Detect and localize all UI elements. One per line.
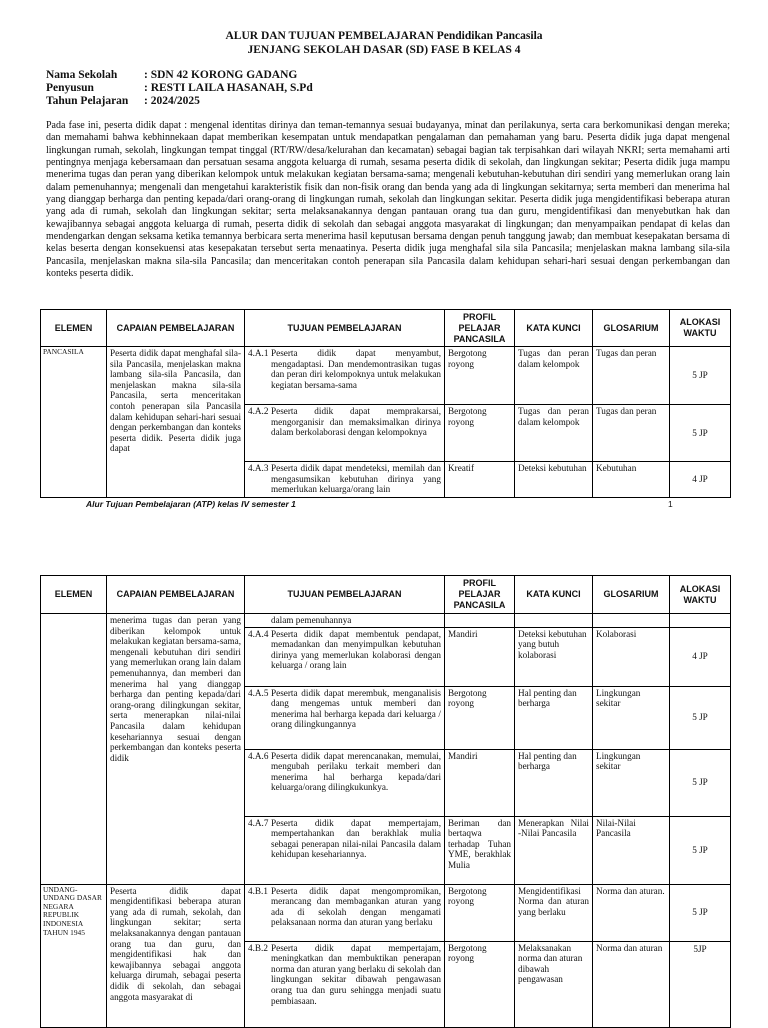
glosarium-cell: Lingkungan sekitar <box>593 686 670 749</box>
kata-kunci-cell: Deteksi kebutuhan <box>515 462 593 498</box>
kata-kunci-cell: Hal penting dan berharga <box>515 686 593 749</box>
header-glosarium: GLOSARIUM <box>593 576 670 614</box>
profil-cell: Kreatif <box>445 462 515 498</box>
document-page-1 <box>0 0 768 512</box>
cp-cell: menerima tugas dan peran yang diberikan kelompok untuk melakukan kegiatan bersama-sama, mengenali kebutuhan diri sendiri yang memerlukan orang lain dalam pemenuhannya, dan memberi dan menerima hal yang dianggap berharga dan penting kepada/dari orang-orang dilingkungan sekitar, serta menerapkan nilai-nilai Pancasila dalam kehidupan kesehariannya sesuai dengan perkembangan dan konteks peserta didik <box>107 614 245 885</box>
tp-cell: 4.A.4 Peserta didik dapat membentuk pendapat, memadankan dan menyimpulkan kebutuhan dirinya yang memerlukan kolaborasi dengan keluarga / orang lain <box>245 627 445 686</box>
table-row <box>41 614 731 628</box>
header-alokasi: ALOKASI WAKTU <box>670 576 731 614</box>
profil-cell: Bergotong royong <box>445 347 515 405</box>
glosarium-cell: Nilai-Nilai Pancasila <box>593 816 670 884</box>
tp-cell: 4.A.5 Peserta didik dapat merembuk, menganalisis dang mengemas untuk memberi dan menerima hal berharga kepada dari keluarga / orang dilingkungannya <box>245 686 445 749</box>
meta-school: Nama Sekolah : SDN 42 KORONG GADANG <box>46 69 298 81</box>
elemen-cell: PANCASILA <box>41 347 107 498</box>
header-elemen: ELEMEN <box>41 310 107 347</box>
kata-kunci-cell: Tugas dan peran dalam kelompok <box>515 347 593 405</box>
alokasi-cell: 4 JP <box>670 462 731 498</box>
alokasi-cell: 5 JP <box>670 347 731 405</box>
table-header-row <box>41 576 731 614</box>
meta-author: Penyusun : RESTI LAILA HASANAH, S.Pd <box>46 82 313 94</box>
tp-cell: 4.A.6 Peserta didik dapat merencanakan, memulai, mengubah perilaku terkait memberi dan menerima hal berharga kepada/dari keluarga/orang dilingkukunkya. <box>245 749 445 816</box>
alokasi-cell: 5 JP <box>670 405 731 462</box>
kata-kunci-cell: Menerapkan Nilai -Nilai Pancasila <box>515 816 593 884</box>
kata-kunci-cell: Hal penting dan berharga <box>515 749 593 816</box>
elemen-cell <box>41 614 107 885</box>
cp-cell: Peserta didik dapat mengidentifikasi beberapa aturan yang ada di rumah, sekolah, dan lingkungan sekitar; serta melaksanakannya dengan pantauan orang tua dan guru, dan mengidentifikasi hak dan kewajibannya sebagai anggota keluarga dirumah, sebagai peserta didik di sekolah, dan sebagai anggota masyarakat di <box>107 884 245 1027</box>
tp-cell: 4.B.1 Peserta didik dapat mengompromikan, merancang dan membagankan aturan yang ada di sekolah dengan mengamati pelaksanaan norma dan aturan yang berlaku <box>245 884 445 941</box>
meta-year: Tahun Pelajaran : 2024/2025 <box>46 95 200 107</box>
profil-cell: Beriman dan bertaqwa terhadap Tuhan YME, berakhlak Mulia <box>445 816 515 884</box>
alokasi-cell: 5 JP <box>670 686 731 749</box>
atp-table-page-2 <box>40 575 731 1028</box>
tp-cell: 4.A.1 Peserta didik dapat menyambut, mengadaptasi. Dan mendemontrasikan tugas dan peran diri kelompoknya untuk melakukan kegiatan bersama-sama <box>245 347 445 405</box>
page-gap <box>0 512 768 560</box>
alokasi-cell: 5 JP <box>670 884 731 941</box>
page-number: 1 <box>668 499 673 509</box>
tp-cell: 4.A.3 Peserta didik dapat mendeteksi, memilah dan mengasumsikan kebutuhan dirinya yang memerlukan keluarga/orang lain <box>245 462 445 498</box>
kata-kunci-cell <box>515 614 593 628</box>
page-footer: Alur Tujuan Pembelajaran (ATP) kelas IV semester 1 <box>86 499 296 509</box>
header-cp: CAPAIAN PEMBELAJARAN <box>107 576 245 614</box>
header-cp: CAPAIAN PEMBELAJARAN <box>107 310 245 347</box>
header-tp: TUJUAN PEMBELAJARAN <box>245 310 445 347</box>
tp-cell: 4.B.2 Peserta didik dapat mempertajam, meningkatkan dan membuktikan penerapan norma dan aturan yang berlaku di sekolah dan lingkungan sekitar dibawah pengawasan orang tua dan guru sehingga menjadi suatu pembiasaan. <box>245 941 445 1027</box>
alokasi-cell: 4 JP <box>670 627 731 686</box>
profil-cell: Bergotong royong <box>445 941 515 1027</box>
profil-cell: Bergotong royong <box>445 405 515 462</box>
document-subtitle: JENJANG SEKOLAH DASAR (SD) FASE B KELAS 4 <box>247 44 521 56</box>
profil-cell: Bergotong royong <box>445 884 515 941</box>
header-kata-kunci: KATA KUNCI <box>515 310 593 347</box>
profil-cell: Mandiri <box>445 749 515 816</box>
glosarium-cell: Kolaborasi <box>593 627 670 686</box>
kata-kunci-cell: Deteksi kebutuhan yang butuh kolaborasi <box>515 627 593 686</box>
tp-cell: dalam pemenuhannya <box>245 614 445 628</box>
tp-cell: 4.A.7 Peserta didik dapat mempertajam, mempertahankan dan berakhlak mulia sebagai penerapan nilai-nilai Pancasila dalam kehidupan kesehariannya. <box>245 816 445 884</box>
alokasi-cell: 5JP <box>670 941 731 1027</box>
tp-cell: 4.A.2 Peserta didik dapat memprakarsai, mengorganisir dan memaksimalkan dirinya dalam berkolaborasi dengan kelompoknya <box>245 405 445 462</box>
atp-table-page-1 <box>40 309 731 498</box>
kata-kunci-cell: Melaksanakan norma dan aturan dibawah pengawasan <box>515 941 593 1027</box>
cp-cell: Peserta didik dapat menghafal sila-sila Pancasila, menjelaskan makna lambang sila-sila Pancasila, dan menjelaskan makna sila-sila Pancasila, serta menceritakan contoh penerapan sila Pancasila dalam kehidupan sehari-hari sesuai dengan perkembangan dan konteks peserta didik. Peserta didik juga dapat <box>107 347 245 498</box>
document-title: ALUR DAN TUJUAN PEMBELAJARAN Pendidikan Pancasila <box>225 30 543 42</box>
glosarium-cell: Tugas dan peran <box>593 347 670 405</box>
header-alokasi: ALOKASI WAKTU <box>670 310 731 347</box>
kata-kunci-cell: Tugas dan peran dalam kelompok <box>515 405 593 462</box>
glosarium-cell <box>593 614 670 628</box>
glosarium-cell: Tugas dan peran <box>593 405 670 462</box>
intro-paragraph: Pada fase ini, peserta didik dapat : mengenal identitas dirinya dan teman-temannya sesuai budayanya, minat dan perilakunya, serta cara berkomunikasi dengan mereka; dan memahami bahwa kebhinnekaan dapat memberikan kesempatan untuk mendapatkan pengalaman dan pemahaman yang baru. Peserta didik juga dapat mengenal lingkungan rumah, sekolah, lingkungan tempat tinggal (RT/RW/desa/kelurahan dan kecamatan) sebagai bagian tak terpisahkan dari wilayah NKRI; serta memahami arti pentingnya menjaga kebersamaan dan persatuan sesama anggota keluarga di rumah, sesama peserta didik di sekolah, dan lingkungan sekitar; Peserta didik juga mampu menerima tugas dan peran yang diberikan kelompok untuk melakukan kegiatan bersama-sama; mengenali kebutuhan-kebutuhan diri sendiri yang memerlukan orang lain dalam pemenuhannya; mengenali dan mengetahui karakteristik fisik dan non-fisik orang dan benda yang ada di lingkungan sekitarnya; serta memberi dan menerima hal yang dianggap berharga dan penting kepada/dari orang-orang di lingkungan rumah, sekolah dan lingkungan sekitar. Peserta didik juga mengidentifikasi beberapa aturan yang ada di rumah, sekolah dan lingkungan sekitar; serta melaksanakannya dengan pantauan orang tua dan guru, mengidentifikasi dan menyebutkan hak dan kewajibannya sebagai anggota keluarga di rumah, peserta didik di sekolah dan sebagai anggota masyarakat di lingkungan; dan menyampaikan pendapat di kelas dan mendengarkan dengan seksama ketika temannya berbicara serta menerima hasil keputusan bersama dengan penuh tanggung jawab; dan membuat kesepakatan bersama di kelas beserta dengan konsekuensi atas kesepakatan tersebut serta menaatinya. Peserta didik juga menghafal sila sila Pancasila; menjelaskan makna lambang sila-sila Pancasila, menjelaskan makna sila-sila Pancasila; dan menceritakan contoh penerapan sila Pancasila dalam kehidupan sehari-hari sesuai dengan perkembangan dan konteks peserta didik. <box>46 120 730 280</box>
elemen-cell: UNDANG-UNDANG DASAR NEGARA REPUBLIK INDONESIA TAHUN 1945 <box>41 884 107 1027</box>
header-kata-kunci: KATA KUNCI <box>515 576 593 614</box>
header-tp: TUJUAN PEMBELAJARAN <box>245 576 445 614</box>
kata-kunci-cell: Mengidentifikasi Norma dan aturan yang berlaku <box>515 884 593 941</box>
table-row <box>41 347 731 405</box>
glosarium-cell: Kebutuhan <box>593 462 670 498</box>
glosarium-cell: Norma dan aturan <box>593 941 670 1027</box>
glosarium-cell: Norma dan aturan. <box>593 884 670 941</box>
header-glosarium: GLOSARIUM <box>593 310 670 347</box>
alokasi-cell: 5 JP <box>670 816 731 884</box>
header-profil: PROFIL PELAJAR PANCASILA <box>445 310 515 347</box>
document-page-2 <box>0 560 768 1024</box>
glosarium-cell: Lingkungan sekitar <box>593 749 670 816</box>
profil-cell: Mandiri <box>445 627 515 686</box>
table-header-row <box>41 310 731 347</box>
profil-cell: Bergotong royong <box>445 686 515 749</box>
alokasi-cell <box>670 614 731 628</box>
profil-cell <box>445 614 515 628</box>
header-elemen: ELEMEN <box>41 576 107 614</box>
table-row <box>41 884 731 941</box>
alokasi-cell: 5 JP <box>670 749 731 816</box>
header-profil: PROFIL PELAJAR PANCASILA <box>445 576 515 614</box>
